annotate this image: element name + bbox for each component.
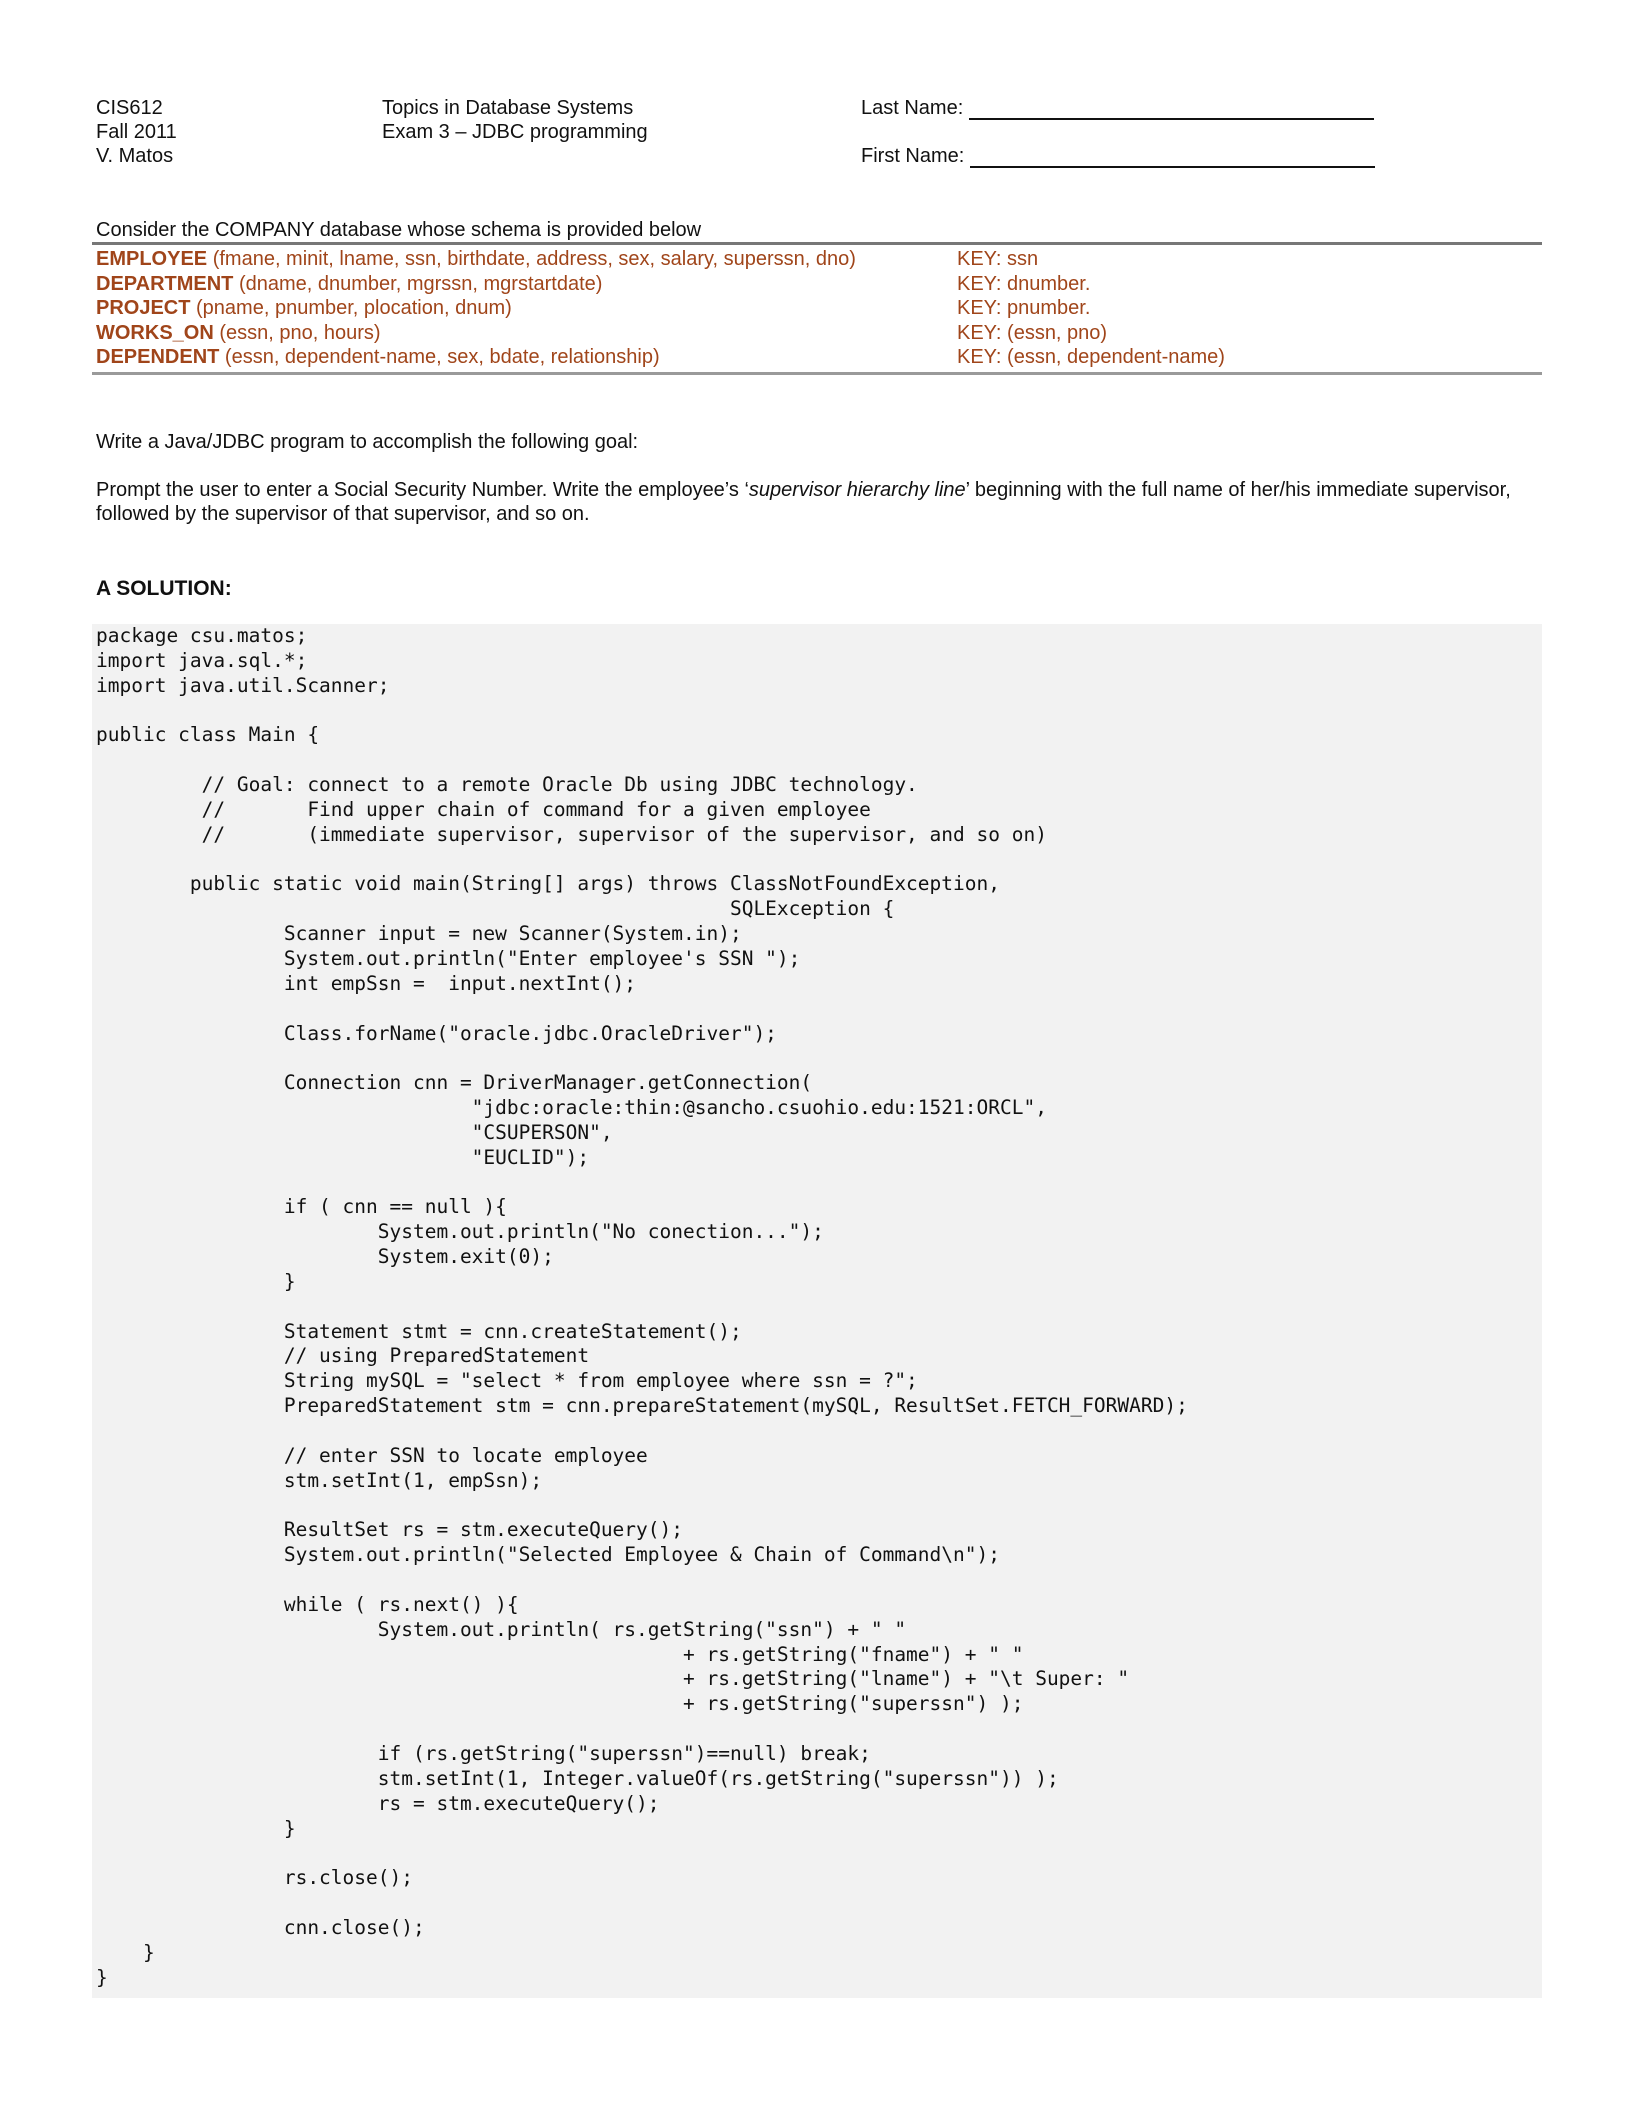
code-line: rs = stm.executeQuery();: [96, 1791, 660, 1815]
last-name-field[interactable]: [969, 100, 1374, 120]
code-line: String mySQL = "select * from employee where ssn = ?";: [96, 1369, 918, 1393]
code-line: import java.sql.*;: [96, 648, 308, 672]
relation-attributes: (fmane, minit, lname, ssn, birthdate, address, sex, salary, superssn, dno): [207, 248, 856, 270]
code-line: PreparedStatement stm = cnn.prepareStatement(mySQL, ResultSet.FETCH_FORWARD);: [96, 1394, 1188, 1418]
code-line: while ( rs.next() ){: [96, 1592, 519, 1616]
code-line: Class.forName("oracle.jdbc.OracleDriver");: [96, 1021, 777, 1045]
relation: [96, 296, 957, 321]
relation: [96, 247, 957, 272]
code-line: import java.util.Scanner;: [96, 673, 390, 697]
relation: [96, 345, 957, 370]
code-line: System.exit(0);: [96, 1245, 554, 1269]
schema-row: [96, 345, 1542, 370]
prompt-italic-phrase: supervisor hierarchy line: [748, 479, 966, 501]
first-name-row: [861, 144, 1481, 168]
schema-row: [96, 272, 1542, 297]
exam-header: [96, 96, 1546, 176]
relation-name: PROJECT: [96, 297, 191, 319]
schema-title: Consider the COMPANY database whose schema is provided below: [96, 219, 702, 241]
relation-attributes: (essn, dependent-name, sex, bdate, relationship): [219, 346, 660, 368]
code-line: // using PreparedStatement: [96, 1344, 590, 1368]
task-prompt: [96, 478, 1536, 526]
code-line: "CSUPERSON",: [96, 1120, 613, 1144]
code-line: }: [96, 1965, 108, 1989]
course-info: [96, 96, 177, 168]
first-name-field[interactable]: [970, 148, 1375, 168]
code-line: rs.close();: [96, 1866, 413, 1890]
code-line: stm.setInt(1, empSsn);: [96, 1468, 543, 1492]
schema-row: [96, 321, 1542, 346]
code-line: SQLException {: [96, 897, 895, 921]
code-line: }: [96, 1940, 155, 1964]
relation-key: KEY: dnumber.: [957, 272, 1091, 295]
code-line: // (immediate supervisor, supervisor of the supervisor, and so on): [96, 822, 1047, 846]
relation-attributes: (pname, pnumber, plocation, dnum): [190, 297, 512, 319]
course-term: Fall 2011: [96, 121, 177, 143]
code-line: }: [96, 1816, 296, 1840]
code-line: if (rs.getString("superssn")==null) break;: [96, 1741, 871, 1765]
code-line: Connection cnn = DriverManager.getConnection(: [96, 1071, 813, 1095]
code-line: ResultSet rs = stm.executeQuery();: [96, 1518, 683, 1542]
prompt-text-end: ’ beginning with the full name of her/his immediate supervisor, followed by the supervisor of that supervisor, and so on.: [96, 479, 1511, 525]
code-line: Scanner input = new Scanner(System.in);: [96, 922, 742, 946]
relation: [96, 321, 957, 346]
prompt-text-start: Prompt the user to enter a Social Security Number. Write the employee’s ‘: [96, 479, 749, 501]
code-line: stm.setInt(1, Integer.valueOf(rs.getString("superssn")) );: [96, 1766, 1059, 1790]
exam-title: Exam 3 – JDBC programming: [382, 121, 648, 143]
relation-name: EMPLOYEE: [96, 248, 208, 270]
code-line: int empSsn = input.nextInt();: [96, 971, 637, 995]
code-block: [92, 624, 1542, 1990]
relation-attributes: (dname, dnumber, mgrssn, mgrstartdate): [233, 272, 603, 295]
code-line: // Goal: connect to a remote Oracle Db using JDBC technology.: [96, 773, 918, 797]
first-name-label: First Name:: [861, 145, 965, 167]
code-line: + rs.getString("fname") + " ": [96, 1642, 1024, 1666]
relation-key: KEY: (essn, dependent-name): [957, 346, 1225, 368]
instructor-name: V. Matos: [96, 145, 174, 167]
schema-row: [96, 247, 1542, 272]
code-line: }: [96, 1269, 296, 1293]
last-name-row: [861, 96, 1481, 120]
solution-heading: A SOLUTION:: [96, 577, 232, 600]
schema-table: [92, 242, 1542, 375]
relation: [96, 272, 957, 297]
relation-name: DEPENDENT: [96, 346, 220, 368]
exam-info: [382, 96, 648, 144]
relation-key: KEY: pnumber.: [957, 297, 1091, 319]
relation-name: WORKS_ON: [96, 321, 214, 344]
code-line: System.out.println("No conection...");: [96, 1220, 824, 1244]
code-line: Statement stmt = cnn.createStatement();: [96, 1319, 742, 1343]
code-listing: [92, 624, 1542, 1998]
code-line: System.out.println( rs.getString("ssn") + " ": [96, 1617, 907, 1641]
course-topic: Topics in Database Systems: [382, 97, 634, 119]
code-line: public static void main(String[] args) throws ClassNotFoundException,: [96, 872, 1000, 896]
code-line: System.out.println("Enter employee's SSN ");: [96, 946, 801, 970]
code-line: cnn.close();: [96, 1915, 425, 1939]
relation-name: DEPARTMENT: [96, 272, 234, 295]
last-name-label: Last Name:: [861, 97, 964, 119]
code-line: // Find upper chain of command for a given employee: [96, 797, 871, 821]
task-instruction: Write a Java/JDBC program to accomplish the following goal:: [96, 431, 639, 453]
student-name-fields: [861, 96, 1481, 168]
schema-row: [96, 296, 1542, 321]
code-line: + rs.getString("superssn") );: [96, 1692, 1024, 1716]
relation-key: KEY: ssn: [957, 248, 1039, 270]
code-line: package csu.matos;: [96, 624, 308, 647]
schema-section: [92, 218, 1542, 375]
code-line: System.out.println("Selected Employee & Chain of Command\n");: [96, 1543, 1000, 1567]
course-code: CIS612: [96, 97, 163, 119]
code-line: if ( cnn == null ){: [96, 1195, 507, 1219]
code-line: "EUCLID");: [96, 1145, 590, 1169]
relation-key: KEY: (essn, pno): [957, 321, 1108, 344]
relation-attributes: (essn, pno, hours): [213, 321, 381, 344]
code-line: "jdbc:oracle:thin:@sancho.csuohio.edu:1521:ORCL",: [96, 1096, 1047, 1120]
code-line: + rs.getString("lname") + "\t Super: ": [96, 1667, 1130, 1691]
code-line: public class Main {: [96, 723, 320, 747]
code-line: // enter SSN to locate employee: [96, 1443, 648, 1467]
